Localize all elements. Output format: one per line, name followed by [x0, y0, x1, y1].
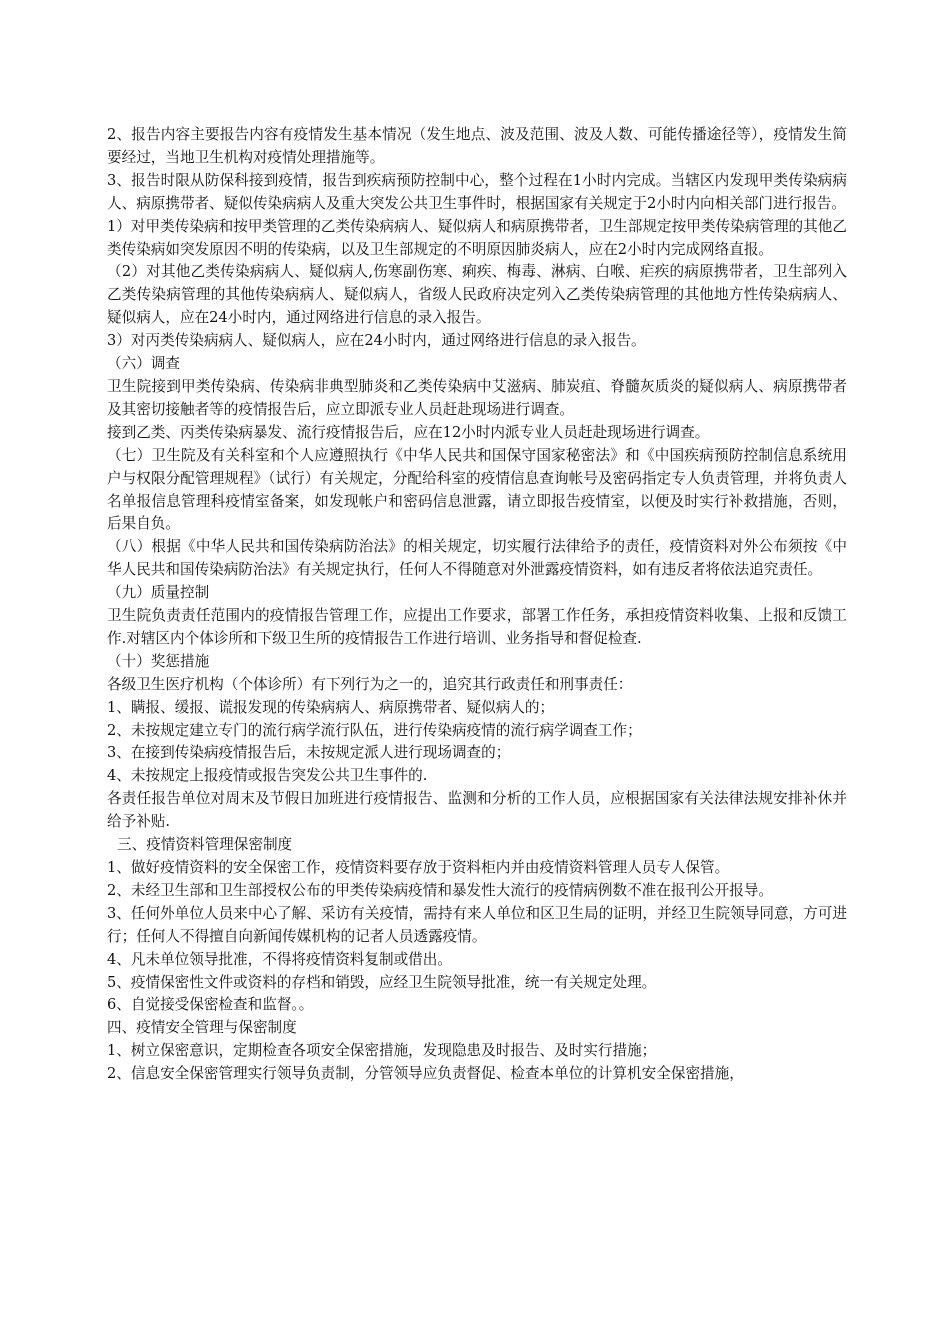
list-item-confidentiality-1: 1、做好疫情资料的安全保密工作，疫情资料要存放于资料柜内并由疫情资料管理人员专人保管。 [107, 859, 730, 876]
section-heading-security-management: 四、疫情安全管理与保密制度 [107, 1019, 297, 1037]
paragraph-investigation-class-a: 卫生院接到甲类传染病、传染病非典型肺炎和乙类传染病中艾滋病、肺炭疽、脊髓灰质炎的疑似病人、病原携带者及其密切接触者等的疫情报告后，应立即派专业人员赶赴现场进行调查。 [107, 377, 847, 418]
paragraph-investigation-outbreak: 接到乙类、丙类传染病暴发、流行疫情报告后，应在12小时内派专业人员赶赴现场进行调查。 [107, 423, 710, 441]
list-item-confidentiality-4: 4、凡未单位领导批准，不得将疫情资料复制或借出。 [107, 950, 452, 968]
paragraph-quality-control: 卫生院负责责任范围内的疫情报告管理工作，应提出工作要求，部署工作任务，承担疫情资料收集、上报和反馈工作.对辖区内个体诊所和下级卫生所的疫情报告工作进行培训、业务指导和督促检查. [107, 607, 847, 647]
list-item-penalty-1: 1、瞒报、缓报、谎报发现的传染病病人、病原携带者、疑似病人的； [107, 698, 555, 716]
paragraph-report-time-limit: 3、报告时限从防保科接到疫情，报告到疾病预防控制中心，整个过程在1小时内完成。当辖区内发现甲类传染病病人、病原携带者、疑似传染病病人及重大突发公共卫生事件时，根据国家有关规定于2小时内向相关部门进行报告。 [107, 171, 847, 212]
section-heading-quality-control: （九）质量控制 [107, 584, 210, 602]
paragraph-overtime-compensation: 各责任报告单位对周末及节假日加班进行疫情报告、监测和分析的工作人员，应根据国家有关法律法规安排补休并给予补贴. [107, 790, 847, 831]
paragraph-legal-responsibility: （八）根据《中华人民共和国传染病防治法》的相关规定，切实履行法律给予的责任，疫情资料对外公布须按《中华人民共和国传染病防治法》有关规定执行，任何人不得随意对外泄露疫情资料，如有违反者将依法追究责任。 [107, 538, 847, 579]
list-item-confidentiality-2: 2、未经卫生部和卫生部授权公布的甲类传染病疫情和暴发性大流行的疫情病例数不准在报刊公开报导。 [107, 881, 774, 899]
section-heading-rewards-penalties: （十）奖惩措施 [107, 652, 210, 670]
list-item-penalty-3: 3、在接到传染病疫情报告后，未按规定派人进行现场调查的； [107, 744, 511, 762]
document-body [107, 124, 847, 1086]
list-item-confidentiality-5: 5、疫情保密性文件或资料的存档和销毁，应经卫生院领导批准，统一有关规定处理。 [107, 973, 657, 991]
section-heading-data-confidentiality: 三、疫情资料管理保密制度 [117, 836, 293, 854]
paragraph-class-b-report: （2）对其他乙类传染病病人、疑似病人,伤寒副伤寒、痢疾、梅毒、淋病、白喉、疟疾的病原携带者，卫生部列入乙类传染病管理的其他传染病病人、疑似病人，省级人民政府决定列入乙类传染病管理的其他地方性传染病病人、疑似病人，应在24小时内，通过网络进行信息的录入报告。 [107, 263, 847, 327]
paragraph-class-c-report: 3）对丙类传染病病人、疑似病人，应在24小时内，通过网络进行信息的录入报告。 [107, 332, 646, 350]
paragraph-confidentiality-accounts: （七）卫生院及有关科室和个人应遵照执行《中华人民共和国保守国家秘密法》和《中国疾病预防控制信息系统用户与权限分配管理规程》（试行）有关规定，分配给科室的疫情信息查询帐号及密码指定专人负责管理，并将负责人名单报信息管理科疫情室备案，如发现帐户和密码信息泄露，请立即报告疫情室，以便及时实行补救措施，否则，后果自负。 [107, 446, 847, 533]
list-item-security-1: 1、树立保密意识，定期检查各项安全保密措施，发现隐患及时报告、及时实行措施； [107, 1042, 657, 1060]
list-item-confidentiality-3: 3、任何外单位人员来中心了解、采访有关疫情，需持有来人单位和区卫生局的证明，并经卫生院领导同意，方可进行；任何人不得擅自向新闻传媒机构的记者人员透露疫情。 [107, 904, 847, 945]
paragraph-report-content: 2、报告内容主要报告内容有疫情发生基本情况（发生地点、波及范围、波及人数、可能传播途径等），疫情发生简要经过，当地卫生机构对疫情处理措施等。 [107, 126, 847, 166]
paragraph-penalties-intro: 各级卫生医疗机构（个体诊所）有下列行为之一的，追究其行政责任和刑事责任： [107, 675, 633, 693]
list-item-confidentiality-6: 6、自觉接受保密检查和监督。。 [107, 996, 314, 1014]
list-item-penalty-2: 2、未按规定建立专门的流行病学流行队伍，进行传染病疫情的流行病学调查工作； [107, 721, 642, 739]
paragraph-class-a-report: 1）对甲类传染病和按甲类管理的乙类传染病病人、疑似病人和病原携带者，卫生部规定按甲类传染病管理的其他乙类传染病如突发原因不明的传染病，以及卫生部规定的不明原因肺炎病人，应在2小时内完成网络直报。 [107, 217, 847, 258]
section-heading-investigation: （六）调查 [107, 355, 180, 373]
list-item-security-2: 2、信息安全保密管理实行领导负责制，分管领导应负责督促、检查本单位的计算机安全保密措施， [107, 1065, 744, 1083]
list-item-penalty-4: 4、未按规定上报疫情或报告突发公共卫生事件的. [107, 767, 428, 785]
